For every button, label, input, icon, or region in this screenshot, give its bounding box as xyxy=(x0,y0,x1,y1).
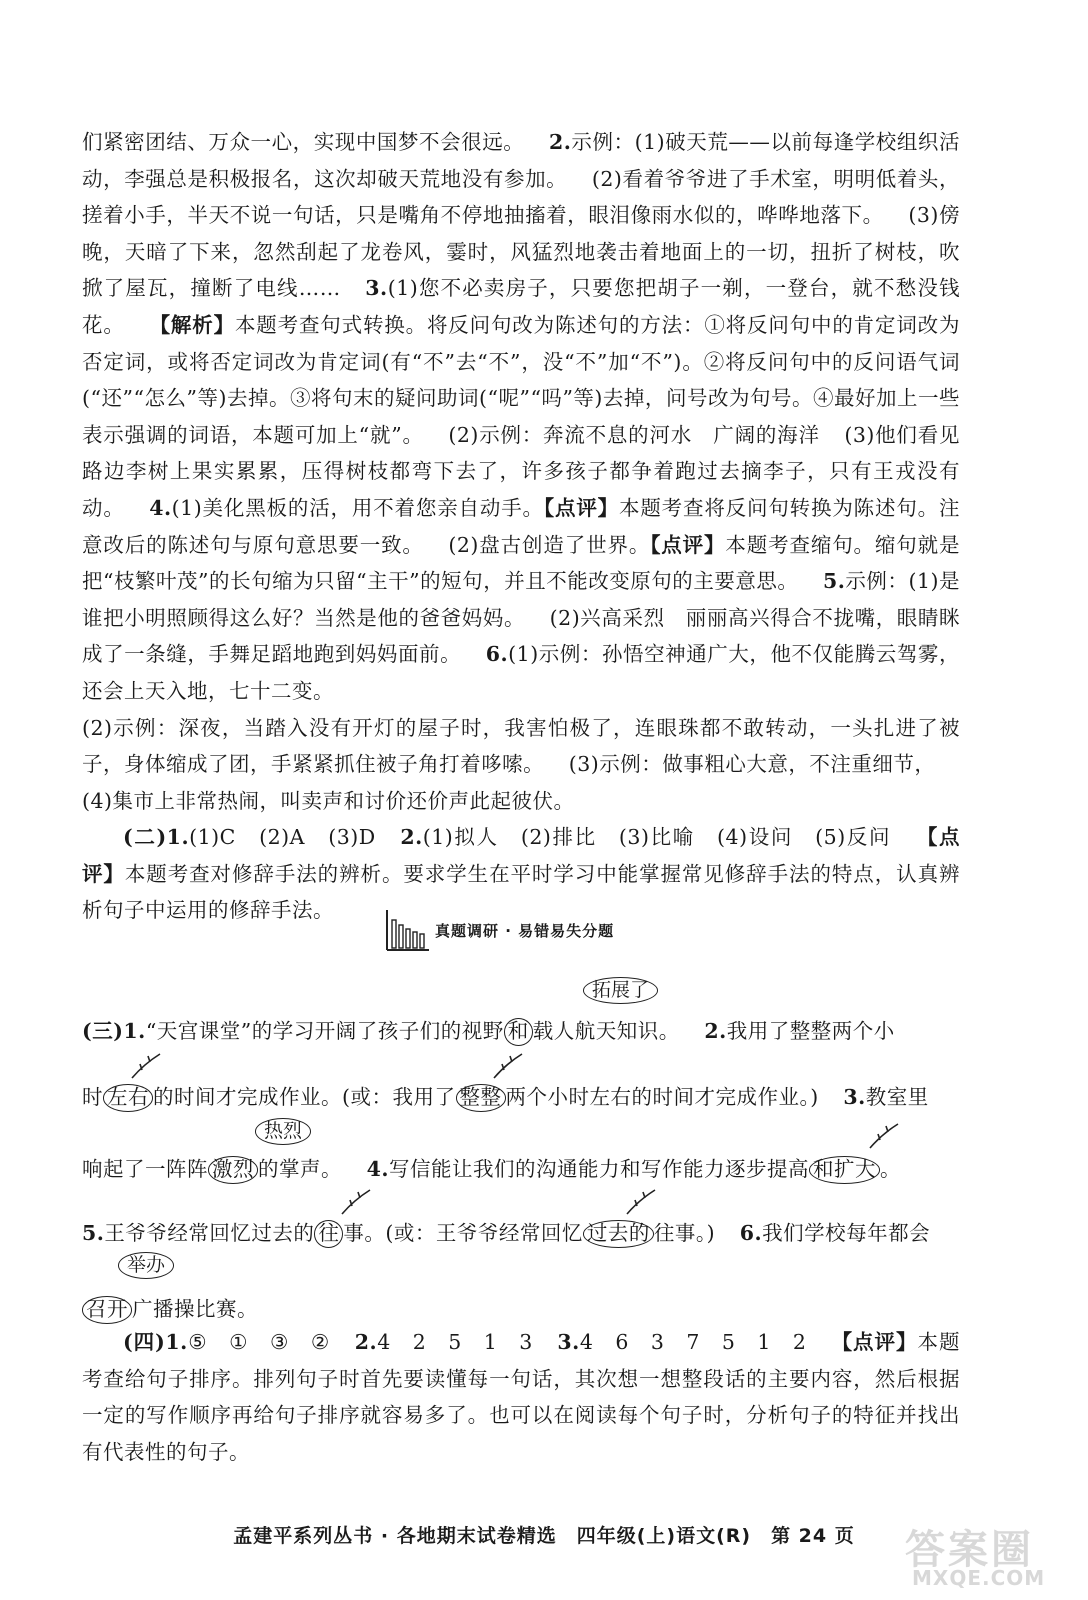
text-span: 我用了整整两个小 xyxy=(726,1019,895,1043)
text-span: 本题考查给句子排序。排列句子时首先要读懂每一句话，其次想一想整段话的主要内容，然后根据一定的写作顺序再给句子排序就容易多了。也可以在阅读每个句子时，分析句子的特征并找出有代表性的句子。 xyxy=(82,1330,961,1464)
bar-chart-icon xyxy=(385,908,429,952)
section-heading xyxy=(385,908,614,952)
question-number: 2. xyxy=(704,1019,727,1043)
question-number: 5. xyxy=(822,569,846,594)
comment-tag: 【点评】 xyxy=(831,1330,918,1354)
text-span: ⑤ ① ③ ② xyxy=(187,1330,331,1354)
text-span: 我们学校每年都会 xyxy=(762,1221,931,1245)
text-span: 本题考查句式转换。将反问句改为陈述句的方法：①将反问句中的肯定词改为否定词，或将否定词改为肯定词(有“不”去“不”，没“不”加“不”)。②将反问句中的反问语气词(“还”“怎么”等)去掉。③将句末的疑问助词(“呢”“吗”等)去掉，问号改为句号。④最好加上一些表示强调的词语，本题可加上“就”。 xyxy=(82,312,961,447)
text-span: 示例：(1)破天荒——以前每逢学校组织活动，李强总是积极报名，这次却破天荒地没有参加。 xyxy=(82,130,960,191)
text-span: (3)傍晚，天暗了下来，忽然刮起了龙卷风，霎时，风猛烈地袭击着地面上的一切，扭折了树枝，吹掀了屋瓦，撞断了电线…… xyxy=(82,203,960,301)
analysis-tag: 【解析】 xyxy=(149,312,235,337)
text-span: (2)盘古创造了世界。 xyxy=(448,532,651,557)
insertion-bubble: 热烈 xyxy=(255,1118,311,1145)
text-span: 事。(或：王爷爷经常回忆 xyxy=(343,1221,583,1245)
text-span: (3)他们看见路边李树上果实累累，压得树枝都弯下去了，许多孩子都争着跑过去摘李子，只有王戎没有动。 xyxy=(82,422,960,520)
text-span: (2)兴高采烈 丽丽高兴得合不拢嘴，眼睛眯成了一条缝，手舞足蹈地跑到妈妈面前。 xyxy=(82,605,960,667)
correction-line-2 xyxy=(82,1080,929,1112)
correction-line-3 xyxy=(82,1152,901,1184)
text-span: “天宫课堂”的学习开阔了孩子们的视野 xyxy=(145,1019,504,1043)
text-span: (2)看着爷爷进了手术室，明明低着头，搓着小手，半天不说一句话，只是嘴角不停地抽搐着，眼泪像雨水似的，哗哗地落下。 xyxy=(82,166,960,228)
text-span: 本题考查将反问句转换为陈述句。注意改后的陈述句与原句意思要一致。 xyxy=(82,495,961,557)
correction-line-4 xyxy=(82,1216,930,1248)
page-footer: 孟建平系列丛书 · 各地期末试卷精选 四年级(上)语文(R) 第 24 页 xyxy=(233,1525,855,1547)
question-number: 2. xyxy=(400,825,423,850)
watermark-logo: 答案圈 xyxy=(905,1527,1034,1573)
circled-word: 激烈 xyxy=(208,1156,258,1184)
comment-tag: 【点评】 xyxy=(543,495,619,520)
question-number: 4. xyxy=(149,495,172,520)
text-span: 广播操比赛。 xyxy=(132,1297,258,1321)
text-span: 教室里 xyxy=(865,1085,929,1109)
correction-caret-icon xyxy=(492,1050,532,1080)
text-span: 。 xyxy=(880,1157,901,1181)
answer-paragraph-1 xyxy=(82,124,960,819)
text-span: 往事。) xyxy=(653,1221,716,1245)
text-span: 载人航天知识。 xyxy=(532,1019,680,1043)
comment-tag: 【点评】 xyxy=(650,532,726,557)
question-number: 3. xyxy=(557,1330,580,1354)
insertion-bubble: 拓展了 xyxy=(583,977,658,1004)
text-span: (1)美化黑板的活，用不着您亲自动手。 xyxy=(171,495,544,520)
text-span: (3)示例：做事粗心大意，不注重细节， xyxy=(568,752,936,777)
text-span: 响起了一阵阵 xyxy=(82,1157,208,1181)
circled-word: 过去的 xyxy=(583,1220,654,1248)
correction-caret-icon xyxy=(130,1050,170,1080)
text-span: 4 2 5 1 3 xyxy=(377,1330,533,1354)
text-span: (1)示例：孙悟空神通广大，他不仅能腾云驾雾，还会上天入地，七十二变。 xyxy=(82,642,961,703)
watermark-url: MXQE.COM xyxy=(912,1566,1046,1590)
question-number: 3. xyxy=(365,276,388,301)
section-number: (二)1. xyxy=(123,825,190,850)
correction-caret-icon xyxy=(340,1186,380,1216)
circled-word: 和 xyxy=(504,1018,533,1046)
circled-word: 往 xyxy=(314,1220,343,1248)
question-number: 4. xyxy=(366,1157,389,1181)
text-span: 本题考查对修辞手法的辨析。要求学生在平时学习中能掌握常见修辞手法的特点，认真辨析句子中运用的修辞手法。 xyxy=(82,861,961,923)
text-span: (1)C (2)A (3)D xyxy=(189,825,376,850)
circled-word: 召开 xyxy=(82,1296,132,1324)
text-span: 时 xyxy=(82,1085,103,1109)
question-number: 5. xyxy=(82,1221,105,1245)
text-span: (1)拟人 (2)排比 (3)比喻 (4)设问 (5)反问 xyxy=(422,825,892,850)
answer-paragraph-4 xyxy=(82,1324,960,1470)
text-span: 王爷爷经常回忆过去的 xyxy=(104,1221,315,1245)
correction-line-1 xyxy=(82,1014,895,1046)
text-span: 两个小时左右的时间才完成作业。) xyxy=(505,1085,819,1109)
text-span: 的时间才完成作业。(或：我用了 xyxy=(153,1085,456,1109)
question-number: 2. xyxy=(354,1330,378,1354)
circled-word: 和扩大 xyxy=(809,1156,880,1184)
insertion-bubble: 举办 xyxy=(118,1252,174,1279)
text-span: 们紧密团结、万众一心，实现中国梦不会很远。 xyxy=(82,130,525,154)
text-span: (1)您不必卖房子，只要您把胡子一剃，一登台，就不愁没钱花。 xyxy=(82,276,960,337)
correction-caret-icon xyxy=(868,1120,908,1150)
text-span: 本题考查缩句。缩句就是把“枝繁叶茂”的长句缩为只留“主干”的短句，并且不能改变原句的主要意思。 xyxy=(82,532,961,594)
text-span: 示例：(1)是谁把小明照顾得这么好？当然是他的爸爸妈妈。 xyxy=(82,569,960,630)
correction-line-5 xyxy=(82,1292,258,1324)
question-number: 6. xyxy=(739,1221,763,1245)
question-number: 3. xyxy=(843,1085,866,1109)
question-number: 6. xyxy=(485,642,509,667)
text-span: 4 6 3 7 5 1 2 xyxy=(579,1330,807,1354)
text-span: 写信能让我们的沟通能力和写作能力逐步提高 xyxy=(389,1157,809,1181)
answer-text-block xyxy=(82,124,960,929)
text-span: 的掌声。 xyxy=(258,1157,342,1181)
correction-caret-icon xyxy=(625,1186,665,1216)
answer-text-block-4 xyxy=(82,1324,960,1470)
circled-word: 左右 xyxy=(103,1084,153,1112)
section-number: (三)1. xyxy=(82,1019,146,1043)
section-title-text: 真题调研 · 易错易失分题 xyxy=(435,921,615,940)
circled-word: 整整 xyxy=(456,1084,506,1112)
text-span: (4)集市上非常热闹，叫卖声和讨价还价声此起彼伏。 xyxy=(82,788,575,813)
text-span: (2)示例：深夜，当踏入没有开灯的屋子时，我害怕极了，连眼珠都不敢转动，一头扎进了被子，身体缩成了团，手紧紧抓住被子角打着哆嗦。 xyxy=(82,715,960,777)
section-number: (四)1. xyxy=(123,1330,188,1354)
text-span: (2)示例：奔流不息的河水 广阔的海洋 xyxy=(448,422,820,447)
question-number: 2. xyxy=(548,130,572,154)
comment-tag: 【点评】 xyxy=(82,825,961,886)
